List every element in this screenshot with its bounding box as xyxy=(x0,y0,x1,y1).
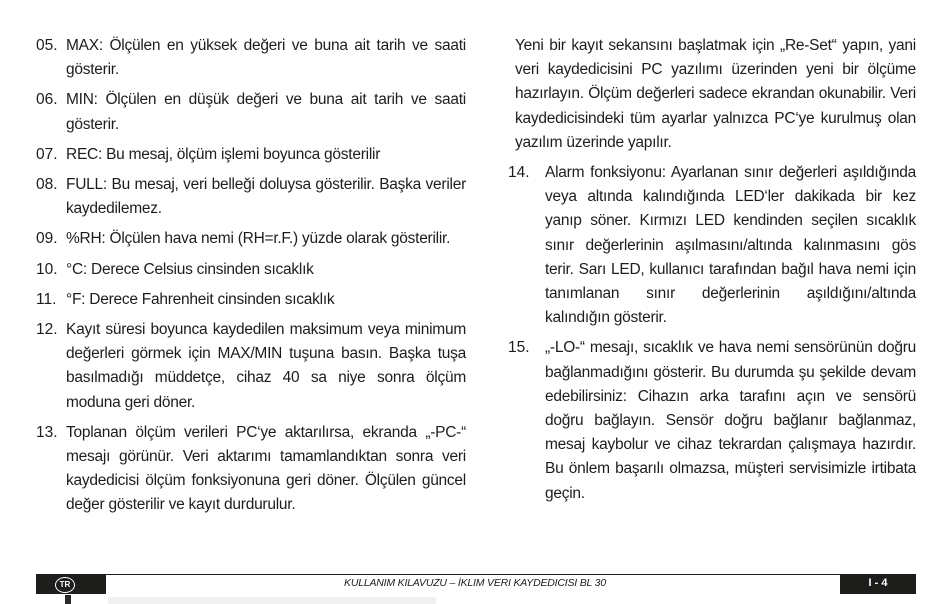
item-number: 05. xyxy=(36,37,58,54)
item-text: MAX: Ölçülen en yüksek değeri ve buna ait tarih ve saati gösterir. xyxy=(66,37,466,79)
item-text: Toplanan ölçüm verileri PC‘ye aktarılırsa, ekranda „-PC-“ mesajı görünür. Veri aktarımı tamamlandıktan sonra veri kaydedicisi ölçüm fonksiyonuna geri döner. Ölçülen güncel değer gösterilir ve kayıt durdurulur. xyxy=(66,423,466,514)
list-item xyxy=(36,288,466,312)
item-number: 13. xyxy=(36,423,58,441)
page-footer xyxy=(0,573,950,604)
list-item xyxy=(36,227,466,251)
page-number: I - 4 xyxy=(868,577,888,589)
footer-rule xyxy=(36,574,916,575)
left-column xyxy=(36,34,466,524)
item-text: MIN: Ölçülen en düşük değeri ve buna ait tarih ve saati gösterir. xyxy=(66,91,466,133)
list-item xyxy=(36,88,466,136)
item-text: FULL: Bu mesaj, veri belleği doluysa gösterilir. Başka veriler kaydedilemez. xyxy=(66,176,466,218)
item-number: 10. xyxy=(36,260,58,278)
item-text: %RH: Ölçülen hava nemi (RH=r.F.) yüzde olarak gösterilir. xyxy=(66,230,451,248)
list-item xyxy=(36,173,466,221)
list-item xyxy=(36,34,466,82)
item-number: 08. xyxy=(36,176,58,194)
item-text: Alarm fonksiyonu: Ayarlanan sınır değerleri aşıldığında veya altında kalındığında LED‘ler dakikada bir kez yanıp söner. Kırmızı LED kendinden seçilen sıcaklık sınır değerlerinin aşılmasını/altında kalınmasını gös terir. Sarı LED, kullanıcı tarafından bağıl hava nemi için tanımlanan sınır değerlerinin aşıldığını/altında kalındığın gösterir. xyxy=(545,164,916,327)
footer-mark xyxy=(65,595,71,604)
item-number: 15. xyxy=(508,339,530,357)
list-item xyxy=(36,258,466,282)
item-text: REC: Bu mesaj, ölçüm işlemi boyunca gösterilir xyxy=(66,145,381,163)
list-item xyxy=(508,336,916,505)
footer-strip xyxy=(108,597,436,604)
list-item xyxy=(36,143,466,167)
language-badge: TR xyxy=(55,577,75,593)
item-number: 12. xyxy=(36,321,58,339)
item-text: „-LO-“ mesajı, sıcaklık ve hava nemi sensörünün doğru bağlanmadığını gösterir. Bu durumda şu şekilde devam edebilirsiniz: Cihazın arka tarafını açın ve sensörü doğru bağlayın. Sensör doğru bağlanır bağlanmaz, mesaj kaybolur ve cihaz tekrardan çalışmaya hazırdır. Bu önlem başarılı olmazsa, müşteri servisimizle irtibata geçin. xyxy=(545,339,916,502)
page-number-tab xyxy=(840,574,916,594)
list-item xyxy=(36,421,466,518)
footer-title: KULLANIM KILAVUZU – İKLIM VERI KAYDEDICISI BL 30 xyxy=(344,577,606,589)
item-text: °F: Derece Fahrenheit cinsinden sıcaklık xyxy=(66,290,335,308)
list-item xyxy=(36,318,466,415)
continued-paragraph: Yeni bir kayıt sekansını başlatmak için „Re-Set“ yapın, yani veri kaydedicisini PC yazılımı üzerinden yeni bir ölçüme hazırlayın. Ölçüm değerleri sadece ekrandan okunabilir. Veri kaydedicisindeki tüm ayarlar yalnızca PC‘ye kurulmuş olan yazılım üzerinde yapılır. xyxy=(515,37,916,151)
item-number: 07. xyxy=(36,145,58,163)
list-item xyxy=(508,161,916,330)
item-text: Kayıt süresi boyunca kaydedilen maksimum veya minimum değerleri görmek için MAX/MIN tuşuna basın. Başka tuşa basılmadığı müddetçe, cihaz 40 sa niye sonra ölçüm moduna geri döner. xyxy=(66,321,466,411)
item-text: °C: Derece Celsius cinsinden sıcaklık xyxy=(66,260,314,278)
item-number: 09. xyxy=(36,230,58,248)
item-number: 14. xyxy=(508,164,530,182)
item-number: 11. xyxy=(36,290,57,308)
right-column xyxy=(508,34,916,512)
item-number: 06. xyxy=(36,91,58,109)
